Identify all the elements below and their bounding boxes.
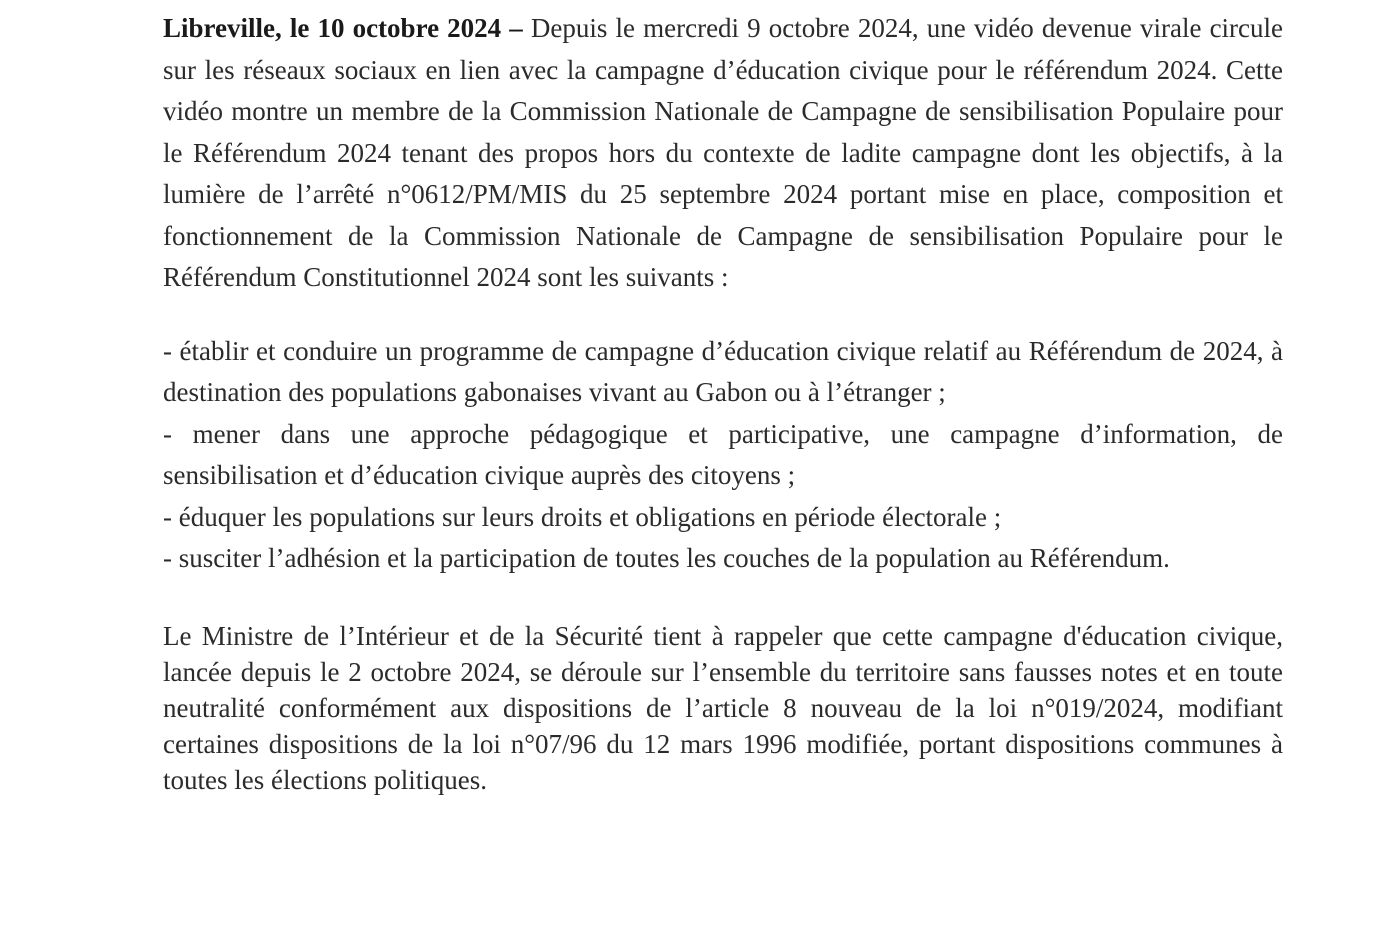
objective-item: - établir et conduire un programme de campagne d’éducation civique relatif au Référendum de 2024, à destination des populations gabonaises vivant au Gabon ou à l’étranger ; <box>163 335 1283 407</box>
intro-text: Depuis le mercredi 9 octobre 2024, une vidéo devenue virale circule sur les réseaux sociaux en lien avec la campagne d’éducation civique pour le référendum 2024. Cette vidéo montre un membre de la Commission Nationale de Campagne de sensibilisation Populaire pour le Référendum 2024 tenant des propos hors du contexte de ladite campagne dont les objectifs, à la lumière de l’arrêté n°0612/PM/MIS du 25 septembre 2024 portant mise en place, composition et fonctionnement de la Commission Nationale de Campagne de sensibilisation Populaire pour le Référendum Constitutionnel 2024 sont les suivants : <box>163 13 1284 292</box>
paragraph-spacer <box>163 580 1283 618</box>
dateline: Libreville, le 10 octobre 2024 – <box>163 13 523 43</box>
objectives-list <box>163 331 1283 580</box>
paragraph-spacer <box>163 299 1283 331</box>
objective-item: - susciter l’adhésion et la participation de toutes les couches de la population au Référendum. <box>163 543 1170 573</box>
intro-paragraph <box>163 8 1283 299</box>
closing-paragraph: Le Ministre de l’Intérieur et de la Sécurité tient à rappeler que cette campagne d'éducation civique, lancée depuis le 2 octobre 2024, se déroule sur l’ensemble du territoire sans fausses notes et en toute neutralité conformément aux dispositions de l’article 8 nouveau de la loi n°019/2024, modifiant certaines dispositions de la loi n°07/96 du 12 mars 1996 modifiée, portant dispositions communes à toutes les élections politiques. <box>163 620 1283 795</box>
press-release-body <box>163 8 1283 798</box>
objective-item: - mener dans une approche pédagogique et participative, une campagne d’information, de sensibilisation et d’éducation civique auprès des citoyens ; <box>163 418 1283 490</box>
objective-item: - éduquer les populations sur leurs droits et obligations en période électorale ; <box>163 501 1002 532</box>
